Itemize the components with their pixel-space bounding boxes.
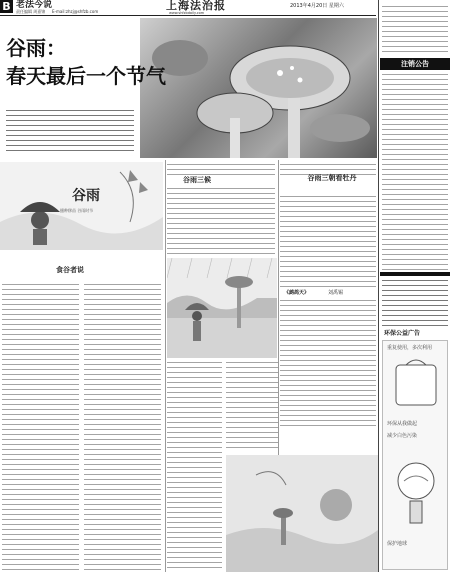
ad-line-3: 减少白色污染 xyxy=(387,433,418,439)
notice-list xyxy=(382,72,448,272)
column-divider-2 xyxy=(278,160,279,455)
ad-line-4: 保护地球 xyxy=(387,541,408,547)
poem-author: 刘禹锡 xyxy=(328,290,344,296)
solar-term-body xyxy=(167,186,275,254)
notice-strip xyxy=(380,272,450,276)
peony-headline: 谷雨三朝看牡丹 xyxy=(307,174,357,182)
hero-intro-text xyxy=(6,108,134,152)
solar-term-intro xyxy=(167,162,275,176)
issue-date: 2013年4月20日 星期六 xyxy=(290,3,344,9)
ad-line-2: 环保从我做起 xyxy=(387,421,418,427)
editor-email: E-mail:zhzj@shfzb.com xyxy=(52,9,99,14)
food-headline: 食谷者说 xyxy=(56,266,84,274)
peony-body-2 xyxy=(280,298,376,427)
illustration-bottom xyxy=(226,455,378,572)
umbrella-boy-illustration xyxy=(0,162,163,250)
poem-title: 《鹧鸪天》 xyxy=(284,290,310,296)
editor-credit: 责任编辑 周嘉锦 xyxy=(16,9,46,14)
sidebar xyxy=(380,0,450,572)
peony-body xyxy=(280,194,376,288)
header-rule xyxy=(0,15,376,16)
page-badge: B xyxy=(0,0,13,13)
center-body-text-2 xyxy=(226,360,278,450)
sidebar-divider xyxy=(378,0,379,572)
sidebar-top-text xyxy=(382,4,448,56)
hero-title-line2: 春天最后一个节气 xyxy=(6,64,166,88)
solar-term-headline: 谷雨三候 xyxy=(183,176,211,184)
illustration-subtitle: 播种移苗 谷雨时节 xyxy=(60,208,94,213)
hero-photo xyxy=(140,18,377,158)
article-solar-term xyxy=(167,162,275,254)
food-body-col1 xyxy=(2,282,79,570)
notice-banner: 注销公告 xyxy=(380,58,450,70)
rainy-street-illustration xyxy=(167,258,277,358)
illustration-guyu xyxy=(0,162,163,250)
illustration-title: 谷雨 xyxy=(72,188,100,204)
ad-line-1: 重复使用，多次利用 xyxy=(387,345,433,351)
masthead-url: www.shfzbdaily.com xyxy=(169,11,205,15)
notice-list-2 xyxy=(382,278,448,328)
ad-title: 环保公益广告 xyxy=(384,330,421,337)
article-peony xyxy=(280,162,376,427)
hero-section xyxy=(0,18,377,158)
column-divider-1 xyxy=(165,160,166,572)
garden-rain-illustration xyxy=(226,455,378,572)
center-body-text xyxy=(167,360,222,572)
section-title: 老法今说 xyxy=(16,0,53,10)
food-body-col2 xyxy=(84,282,161,570)
article-food xyxy=(0,252,163,572)
mushroom-leaves-photo xyxy=(140,18,377,158)
child-earth-drawing xyxy=(384,451,448,531)
hero-title-line1: 谷雨： xyxy=(6,36,66,60)
ad-panel xyxy=(382,340,448,570)
illustration-rain-girl xyxy=(167,258,277,358)
eco-bag-drawing xyxy=(384,355,448,415)
masthead: 上海法治报 xyxy=(166,0,226,12)
